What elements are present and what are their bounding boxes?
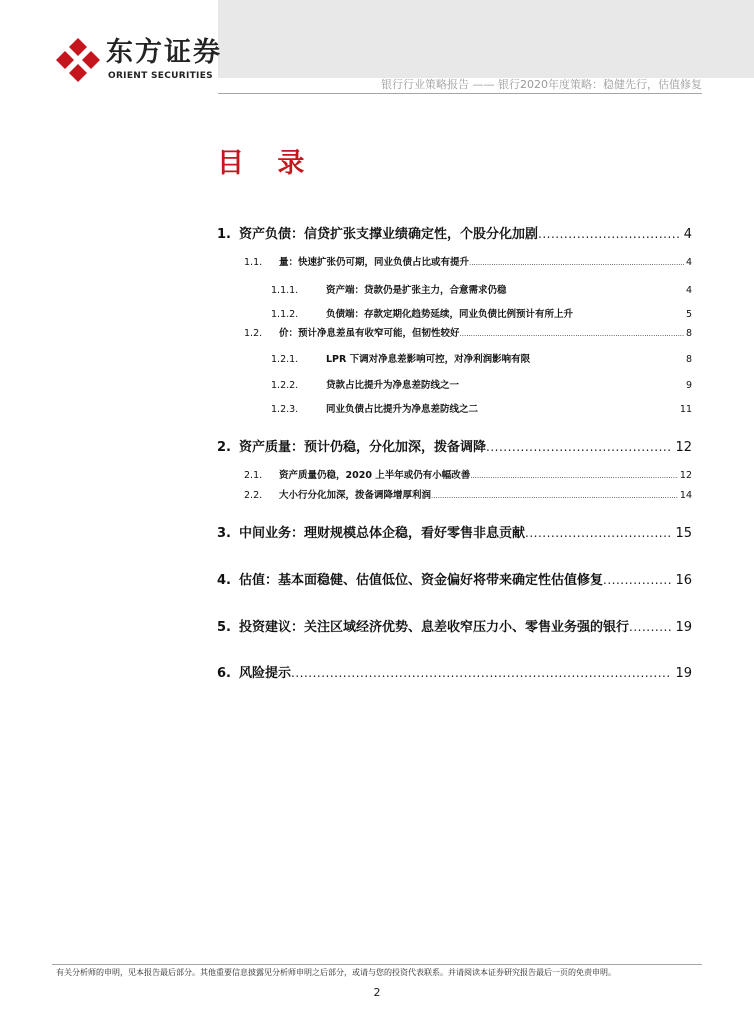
- toc-entry-page: 12: [675, 440, 692, 455]
- toc-entry-page: 14: [679, 490, 692, 501]
- footer-disclaimer: 有关分析师的申明，见本报告最后部分。其他重要信息披露见分析师申明之后部分，或请与您的投资代表联系。并请阅读本证券研究报告最后一页的免责申明。: [56, 968, 616, 977]
- toc-entry-text: 同业负债占比提升为净息差防线之二: [326, 404, 479, 415]
- toc-entry-number: 2.1.: [244, 470, 263, 481]
- toc-entry-page: 4: [685, 285, 692, 296]
- toc-entry-number: 1.2.1.: [271, 354, 299, 365]
- toc-leader-dots: [486, 440, 671, 454]
- toc-entry-page: 16: [675, 573, 692, 588]
- footer-divider: [52, 964, 702, 965]
- toc-entry-1-1-2[interactable]: [271, 306, 692, 320]
- toc-leader-dots: [469, 259, 684, 267]
- toc-entry-text: 价：预计净息差虽有收窄可能，但韧性较好: [279, 328, 460, 339]
- toc-leader-dots: [460, 330, 684, 338]
- toc-entry-number: 1.2.: [244, 328, 263, 339]
- toc-entry-text: LPR 下调对净息差影响可控，对净利润影响有限: [326, 354, 531, 365]
- toc-entry-text: 贷款占比提升为净息差防线之一: [326, 380, 460, 391]
- page-number: 2: [373, 986, 381, 999]
- toc-entry-6[interactable]: [217, 662, 692, 681]
- toc-entry-text: 风险提示: [239, 666, 292, 681]
- toc-entry-1-2[interactable]: [244, 325, 692, 339]
- toc-entry-page: 11: [679, 404, 692, 415]
- toc-entry-number: 3.: [217, 526, 231, 541]
- toc-entry-page: 4: [683, 227, 692, 242]
- toc-entry-number: 4.: [217, 573, 231, 588]
- toc-leader-dots: [431, 492, 678, 500]
- toc-entry-page: 19: [675, 620, 692, 635]
- toc-entry-3[interactable]: [217, 522, 692, 541]
- toc-entry-text: 资产负债：信贷扩张支撑业绩确定性，个股分化加剧: [239, 227, 539, 242]
- toc-entry-5[interactable]: [217, 616, 692, 635]
- toc-entry-1-1[interactable]: [244, 254, 692, 268]
- toc-entry-2-1[interactable]: [244, 467, 692, 481]
- toc-entry-number: 2.2.: [244, 490, 263, 501]
- toc-entry-2[interactable]: [217, 436, 692, 455]
- brand-name-cn: 东方证券: [106, 37, 222, 68]
- toc-entry-text: 大小行分化加深，拨备调降增厚利润: [279, 490, 432, 501]
- toc-entry-1-2-1[interactable]: [271, 351, 692, 365]
- toc-entry-page: 9: [685, 380, 692, 391]
- toc-entry-number: 1.2.3.: [271, 404, 299, 415]
- toc-entry-number: 2.: [217, 440, 231, 455]
- orient-logo-icon: [56, 38, 100, 82]
- toc-entry-text: 估值：基本面稳健、估值低位、资金偏好将带来确定性估值修复: [239, 573, 604, 588]
- toc-entry-text: 资产质量仍稳，2020 上半年或仍有小幅改善: [279, 470, 471, 481]
- toc-entry-page: 4: [685, 257, 692, 268]
- toc-entry-4[interactable]: [217, 569, 692, 588]
- toc-entry-page: 8: [685, 328, 692, 339]
- header-divider: [218, 93, 702, 94]
- toc-leader-dots: [538, 227, 680, 241]
- toc-entry-text: 中间业务：理财规模总体企稳，看好零售非息贡献: [239, 526, 526, 541]
- toc-entry-number: 1.2.2.: [271, 380, 299, 391]
- toc-entry-1[interactable]: [217, 223, 692, 242]
- toc-entry-1-2-3[interactable]: [271, 401, 692, 415]
- toc-entry-text: 投资建议：关注区域经济优势、息差收窄压力小、零售业务强的银行: [239, 620, 630, 635]
- toc-entry-number: 1.1.2.: [271, 309, 299, 320]
- toc-leader-dots: [603, 573, 671, 587]
- toc-leader-dots: [525, 526, 671, 540]
- toc-entry-1-1-1[interactable]: [271, 282, 692, 296]
- header-grey-block: [218, 0, 754, 78]
- toc-entry-number: 1.1.1.: [271, 285, 299, 296]
- toc-entry-number: 1.1.: [244, 257, 263, 268]
- toc-entry-page: 8: [685, 354, 692, 365]
- toc-entry-page: 19: [675, 666, 692, 681]
- report-info: 银行行业策略报告 —— 银行2020年度策略：稳健先行，估值修复: [381, 78, 702, 91]
- toc-entry-number: 1.: [217, 227, 231, 242]
- toc-leader-dots: [470, 472, 678, 480]
- toc-entry-page: 12: [679, 470, 692, 481]
- toc-leader-dots: [629, 620, 671, 634]
- toc-entry-page: 5: [685, 309, 692, 320]
- toc-leader-dots: [291, 666, 671, 680]
- toc-entry-text: 资产质量：预计仍稳，分化加深，拨备调降: [239, 440, 487, 455]
- toc-entry-2-2[interactable]: [244, 487, 692, 501]
- toc-entry-number: 6.: [217, 666, 231, 681]
- toc-entry-1-2-2[interactable]: [271, 377, 692, 391]
- toc-title: 目 录: [217, 148, 317, 179]
- toc-entry-text: 资产端：贷款仍是扩张主力，合意需求仍稳: [326, 285, 507, 296]
- toc-entry-text: 负债端：存款定期化趋势延续，同业负债比例预计有所上升: [326, 309, 574, 320]
- toc-entry-number: 5.: [217, 620, 231, 635]
- brand-name-en: ORIENT SECURITIES: [108, 71, 213, 81]
- toc-entry-text: 量：快速扩张仍可期，同业负债占比或有提升: [279, 257, 470, 268]
- toc-entry-page: 15: [675, 526, 692, 541]
